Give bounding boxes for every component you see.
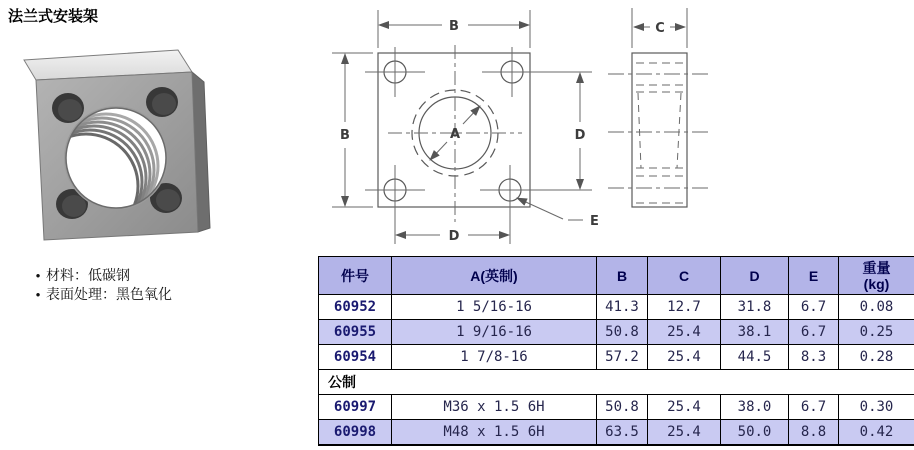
col-header-weight-line1: 重量	[862, 259, 891, 276]
dimension-drawing-image	[320, 0, 914, 254]
col-header-a: A(英制)	[392, 257, 597, 295]
cell-a: 1 7/8-16	[392, 345, 597, 370]
bullet-icon: •	[35, 268, 41, 283]
col-header-c: C	[648, 257, 721, 295]
col-header-e: E	[789, 257, 839, 295]
cell-d: 38.0	[721, 395, 789, 420]
metric-section-row	[319, 370, 914, 395]
cell-e: 8.3	[789, 345, 839, 370]
cell-weight: 0.08	[839, 295, 914, 320]
cell-weight: 0.30	[839, 395, 914, 420]
cell-weight: 0.28	[839, 345, 914, 370]
cell-b: 57.2	[597, 345, 648, 370]
table-row	[319, 420, 914, 445]
col-header-part: 件号	[319, 257, 392, 295]
cell-b: 41.3	[597, 295, 648, 320]
cell-b: 63.5	[597, 420, 648, 445]
table-row	[319, 395, 914, 420]
table-header-row	[319, 257, 914, 295]
cell-e: 8.8	[789, 420, 839, 445]
cell-d: 50.0	[721, 420, 789, 445]
col-header-b: B	[597, 257, 648, 295]
cell-c: 12.7	[648, 295, 721, 320]
product-notes	[30, 266, 172, 304]
table-row	[319, 320, 914, 345]
dim-label-b-left: B	[340, 128, 350, 143]
cell-a: 1 9/16-16	[392, 320, 597, 345]
cell-c: 25.4	[648, 320, 721, 345]
cell-d: 38.1	[721, 320, 789, 345]
note-material	[30, 266, 172, 285]
cell-d: 44.5	[721, 345, 789, 370]
cell-a: 1 5/16-16	[392, 295, 597, 320]
cell-a: M36 x 1.5 6H	[392, 395, 597, 420]
spec-table	[318, 256, 914, 446]
dim-label-c: C	[655, 21, 665, 36]
cell-e: 6.7	[789, 395, 839, 420]
page-title: 法兰式安装架	[8, 8, 99, 25]
dim-label-b-top: B	[449, 19, 459, 34]
cell-c: 25.4	[648, 395, 721, 420]
note-finish	[30, 285, 172, 304]
cell-d: 31.8	[721, 295, 789, 320]
part-number: 60997	[319, 395, 392, 420]
part-number: 60955	[319, 320, 392, 345]
part-number: 60952	[319, 295, 392, 320]
technical-drawing	[320, 0, 914, 254]
col-header-weight-line2: (kg)	[863, 275, 890, 292]
cell-b: 50.8	[597, 320, 648, 345]
table-row	[319, 345, 914, 370]
dim-label-d-right: D	[574, 128, 586, 143]
part-number: 60954	[319, 345, 392, 370]
bullet-icon: •	[35, 287, 41, 302]
dim-label-e: E	[590, 214, 599, 229]
dim-label-a: A	[449, 127, 461, 142]
cell-weight: 0.42	[839, 420, 914, 445]
col-header-d: D	[721, 257, 789, 295]
cell-c: 25.4	[648, 345, 721, 370]
dim-label-d-bottom: D	[448, 229, 460, 244]
cell-b: 50.8	[597, 395, 648, 420]
note-material-text: 材料：低碳钢	[46, 267, 130, 283]
cell-e: 6.7	[789, 295, 839, 320]
cell-a: M48 x 1.5 6H	[392, 420, 597, 445]
col-header-weight	[839, 257, 914, 295]
flange-block-photo-image	[10, 44, 215, 246]
cell-c: 25.4	[648, 420, 721, 445]
table-row	[319, 295, 914, 320]
part-number: 60998	[319, 420, 392, 445]
product-photo	[10, 44, 215, 246]
cell-weight: 0.25	[839, 320, 914, 345]
metric-section-label: 公制	[319, 370, 914, 395]
note-finish-text: 表面处理：黑色氧化	[46, 286, 172, 302]
cell-e: 6.7	[789, 320, 839, 345]
